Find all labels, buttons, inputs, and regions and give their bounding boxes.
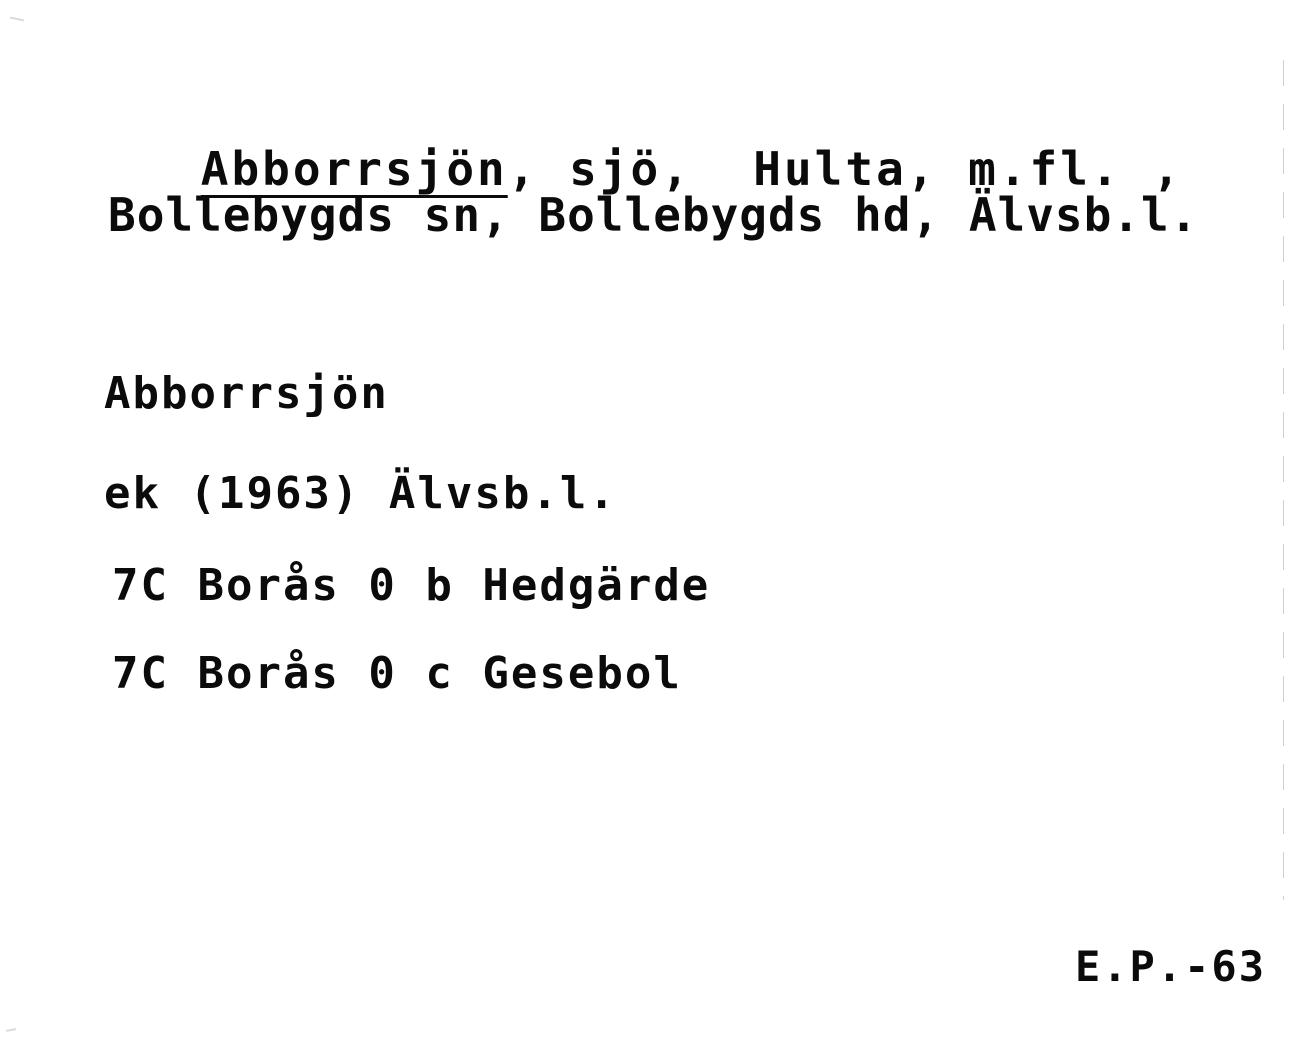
signature: E.P.-63 — [1074, 942, 1266, 991]
header-line-2: Bollebygds sn, Bollebygds hd, Älvsb.l. — [108, 188, 1199, 242]
body-line-3: 7C Borås 0 b Hedgärde — [112, 560, 711, 611]
scan-edge-mark-top-left — [10, 17, 24, 22]
header-line-1-rest: , sjö, Hulta, m.fl. , — [507, 142, 1184, 196]
headword: Abborrsjön — [200, 142, 508, 196]
body-line-4: 7C Borås 0 c Gesebol — [112, 648, 682, 699]
scan-edge-mark-bottom-left — [6, 1028, 16, 1032]
scan-edge-mark-right — [1283, 60, 1284, 900]
body-line-1: Abborrsjön — [104, 368, 389, 419]
body-line-2: ek (1963) Älvsb.l. — [104, 468, 617, 519]
